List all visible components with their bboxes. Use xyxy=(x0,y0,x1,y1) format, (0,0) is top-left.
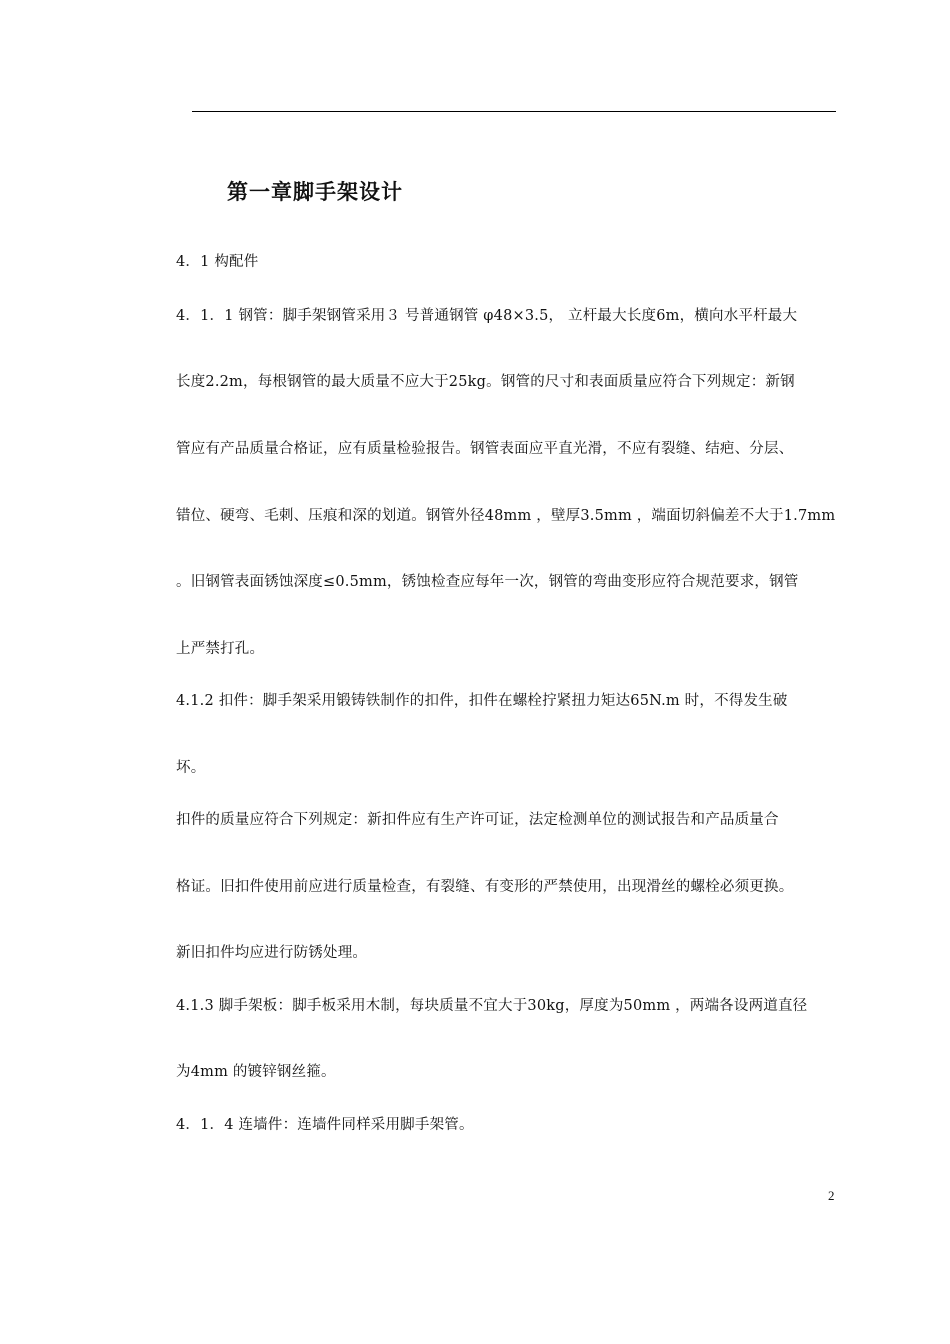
paragraph-line: 上严禁打孔。 xyxy=(176,641,265,657)
paragraph-line: 4．1．1 钢管：脚手架钢管采用３ 号普通钢管 φ48×3.5， 立杆最大长度6m，横向水平杆最大 xyxy=(176,308,798,324)
paragraph-line: 4.1.2 扣件：脚手架采用锻铸铁制作的扣件，扣件在螺栓拧紧扭力矩达65N.m 时，不得发生破 xyxy=(176,693,788,709)
header-rule xyxy=(192,111,836,112)
paragraph-line: 扣件的质量应符合下列规定：新扣件应有生产许可证，法定检测单位的测试报告和产品质量合 xyxy=(176,812,779,828)
paragraph-line: 管应有产品质量合格证，应有质量检验报告。钢管表面应平直光滑，不应有裂缝、结疤、分层、 xyxy=(176,441,794,457)
paragraph-line: 4.1.3 脚手架板：脚手板采用木制，每块质量不宜大于30kg，厚度为50mm ，两端各设两道直径 xyxy=(176,998,808,1014)
paragraph-line: 长度2.2m，每根钢管的最大质量不应大于25kg。钢管的尺寸和表面质量应符合下列规定：新钢 xyxy=(176,374,795,390)
paragraph-line: 。旧钢管表面锈蚀深度≤0.5mm，锈蚀检查应每年一次，钢管的弯曲变形应符合规范要求，钢管 xyxy=(176,574,799,590)
paragraph-line: 4．1．4 连墙件：连墙件同样采用脚手架管。 xyxy=(176,1117,474,1133)
section-heading-4-1: 4．1 构配件 xyxy=(176,254,259,270)
paragraph-line: 格证。旧扣件使用前应进行质量检查，有裂缝、有变形的严禁使用，出现滑丝的螺栓必须更换。 xyxy=(176,879,794,895)
paragraph-line: 错位、硬弯、毛刺、压痕和深的划道。钢管外径48mm ，壁厚3.5mm ，端面切斜偏差不大于1.7mm xyxy=(176,508,836,524)
page-number: 2 xyxy=(828,1188,835,1203)
paragraph-line: 新旧扣件均应进行防锈处理。 xyxy=(176,945,368,961)
paragraph-line: 为4mm 的镀锌钢丝箍。 xyxy=(176,1064,336,1080)
chapter-title: 第一章脚手架设计 xyxy=(227,180,403,204)
paragraph-line: 坏。 xyxy=(176,760,206,776)
